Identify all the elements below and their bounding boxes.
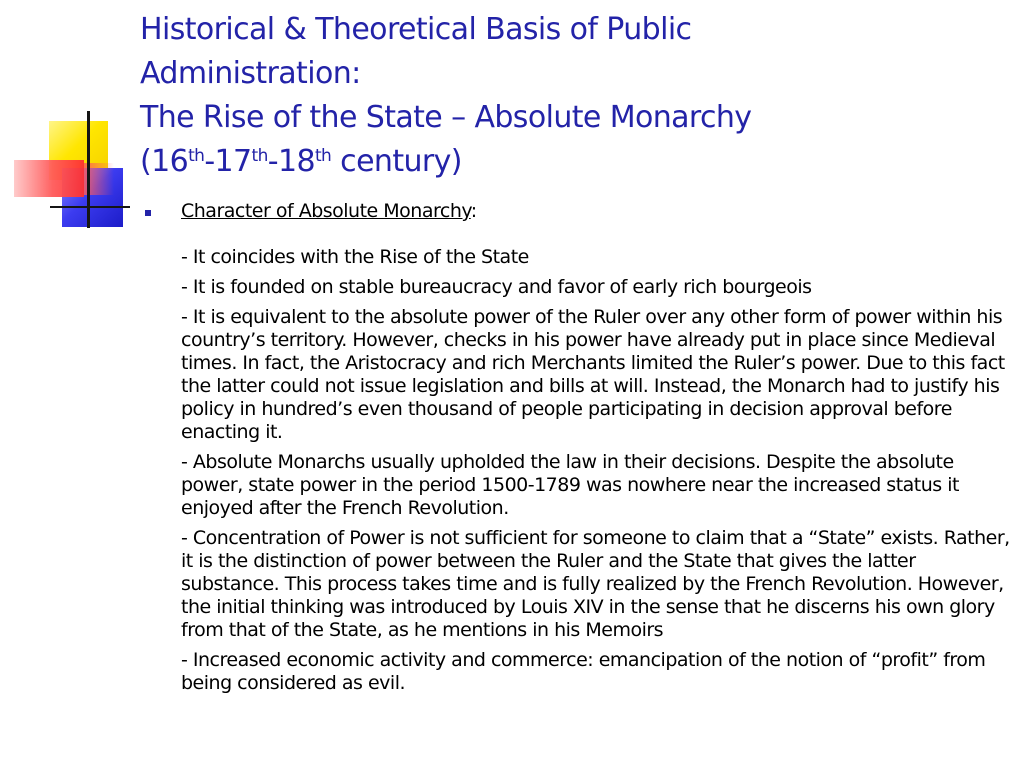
paragraph-bureaucracy: - It is founded on stable bureaucracy and favor of early rich bourgeois — [181, 276, 812, 298]
title-superscript-th-1: th — [188, 146, 205, 166]
bullet-heading — [181, 200, 1016, 223]
heading-colon: : — [470, 200, 477, 222]
bullet-square-icon — [145, 210, 151, 216]
title-line-2: Administration: — [140, 56, 361, 91]
paragraph-concentration-of-power: - Concentration of Power is not sufficient for someone to claim that a “State” exists. Rather, it is the distinction of power between the Ruler and the State that gives the latter substance. This process takes time and is fully realized by the French Revolution. However, the initial thinking was introduced by Louis XIV in the sense that he discerns his own glory from that of the State, as he mentions in his Memoirs — [181, 527, 1010, 641]
paragraph-rise-of-state: - It coincides with the Rise of the State — [181, 246, 529, 268]
title-century-18: -18 — [267, 144, 315, 179]
title-superscript-th-2: th — [251, 146, 268, 166]
title-century-16: (16 — [140, 144, 189, 179]
title-century-suffix: century) — [331, 144, 462, 179]
slide-title — [140, 8, 1010, 184]
decorative-horizontal-line — [50, 206, 130, 208]
character-of-absolute-monarchy-link[interactable]: Character of Absolute Monarchy — [181, 200, 471, 222]
slide-body — [181, 200, 1016, 702]
paragraph-absolute-power: - It is equivalent to the absolute power of the Ruler over any other form of power within his country’s territory. However, checks in his power have already put in place since Medieval times. In fact, the Aristocracy and rich Merchants limited the Ruler’s power. Due to this fact the latter could not issue legislation and bills at will. Instead, the Monarch had to justify his policy in hundred’s even thousand of people participating in decision approval before enacting it. — [181, 306, 1005, 443]
title-line-1: Historical & Theoretical Basis of Public — [140, 12, 692, 47]
title-century-17: -17 — [204, 144, 252, 179]
paragraph-upheld-law: - Absolute Monarchs usually upholded the law in their decisions. Despite the absolute power, state power in the period 1500-1789 was nowhere near the increased status it enjoyed after the French Revolution. — [181, 451, 959, 519]
title-line-4 — [140, 144, 462, 179]
title-line-3: The Rise of the State – Absolute Monarchy — [140, 100, 752, 135]
title-superscript-th-3: th — [314, 146, 332, 166]
decorative-red-bar — [14, 160, 84, 197]
paragraph-economic-activity: - Increased economic activity and commerce: emancipation of the notion of “profit” from being considered as evil. — [181, 649, 986, 694]
decorative-vertical-line — [87, 111, 90, 228]
